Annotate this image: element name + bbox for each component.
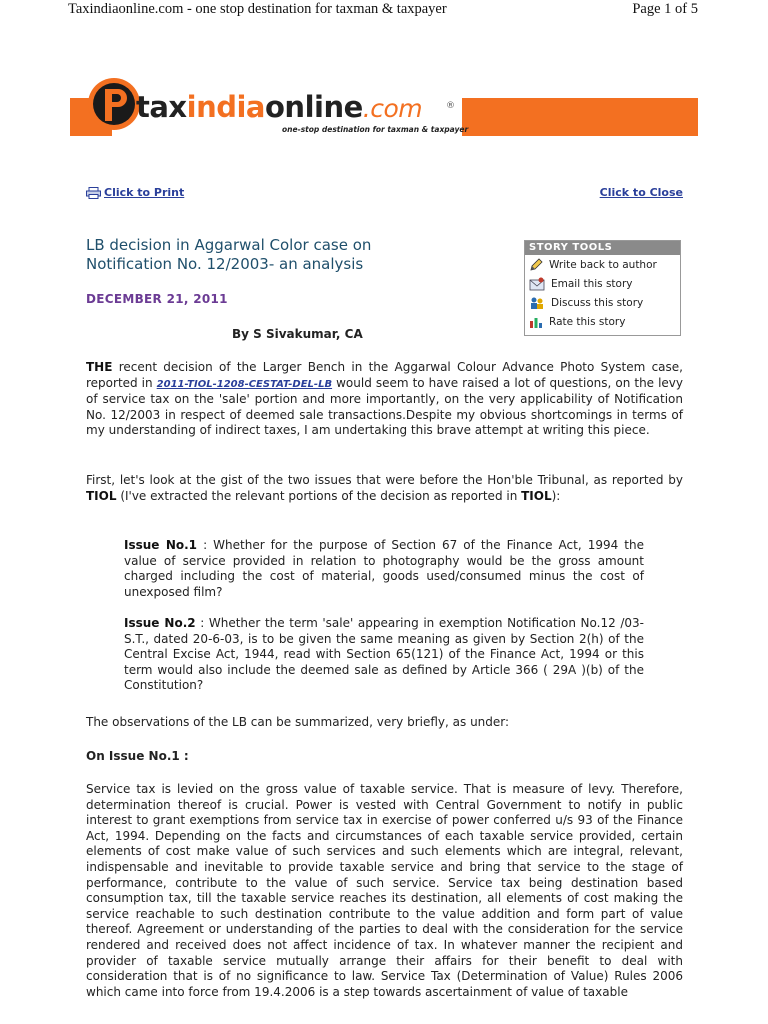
paragraph-observations: The observations of the LB can be summarized, very briefly, as under: bbox=[86, 715, 510, 729]
paragraph-gist-text-c: ): bbox=[551, 488, 561, 503]
write-back-label: Write back to author bbox=[549, 258, 657, 271]
story-tools-box bbox=[524, 240, 681, 336]
paragraph-intro-text-b: would seem to have raised a lot of questions, on the levy of service tax on the 'sale' portion and more importantly, on the very applicability of Notification No. 12/2003 in respect of deemed sale transactions.Despite my obvious shortcomings in terms of my understanding of indirect taxes, I am undertaking this brave attempt at writing this piece. bbox=[86, 375, 684, 438]
paragraph-gist-text-b: (I've extracted the relevant portions of the decision as reported in bbox=[116, 488, 522, 503]
issue-1-text: : Whether for the purpose of Section 67 of the Finance Act, 1994 the value of service provided in relation to photography would be the gross amount charged including the cost of material, goods used/consumed minus the cost of unexposed film? bbox=[124, 538, 644, 599]
paragraph-intro bbox=[86, 360, 683, 439]
printer-icon bbox=[86, 187, 101, 199]
article-byline: By S Sivakumar, CA bbox=[232, 327, 363, 341]
print-header bbox=[0, 0, 768, 22]
logo-tagline: one-stop destination for taxman & taxpayer bbox=[282, 125, 469, 134]
write-back-to-author[interactable] bbox=[525, 255, 680, 274]
envelope-icon bbox=[529, 277, 545, 291]
logo-com: .com bbox=[362, 94, 423, 123]
issue-1-label: Issue No.1 bbox=[124, 538, 198, 552]
paragraph-analysis: Service tax is levied on the gross value of taxable service. That is measure of levy. Therefore, determination thereof is crucial. Power is vested with Central Government to notify in public interest to grant exemptions from service tax in exercise of power conferred u/s 93 of the Finance Act, 1994. Depending on the facts and circumstances of each taxable service provided, certain elements of cost make value of such services and such elements which are integral, relevant, indispensable and inevitable to provide taxable service and bring that service to the stage of performance, contribute to the value of such service. Service tax being destination based consumption tax, till the taxable service reaches its destination, all elements of cost making the service reachable to such destination contribute to the value addition and form part of value thereof. Agreement or understanding of the parties to deal with the consideration for the service rendered and received does not affect incidence of tax. In whatever manner the recipient and provider of taxable service mutually arrange their affairs for their benefit to deal with consideration that is of no significance to law. Service Tax (Determination of Value) Rules 2006 which came into force from 19.4.2006 is a step towards ascertainment of value of taxable bbox=[86, 782, 683, 999]
on-issue-1-heading: On Issue No.1 : bbox=[86, 749, 189, 763]
discuss-icon bbox=[529, 296, 545, 310]
registered-mark: ® bbox=[446, 101, 455, 111]
site-logo[interactable] bbox=[70, 76, 698, 140]
rate-this-story[interactable] bbox=[525, 312, 680, 331]
issue-2-text: : Whether the term 'sale' appearing in exemption Notification No.12 /03-S.T., dated 20-6-03, is to be given the same meaning as given by Section 2(h) of the Central Excise Act, 1944, read with Section 65(121) of the Finance Act, 1994 or this term would also include the deemed sale as defined by Article 366 ( 29A )(b) of the Constitution? bbox=[124, 616, 644, 693]
logo-online: online bbox=[265, 90, 363, 124]
story-tools-header: STORY TOOLS bbox=[525, 241, 680, 255]
bar-chart-icon bbox=[529, 315, 543, 329]
paragraph-intro-text-a: recent decision of the Larger Bench in the Aggarwal Colour Advance Photo System case, reported in bbox=[86, 360, 683, 390]
issue-2-label: Issue No.2 bbox=[124, 616, 196, 630]
discuss-story-label: Discuss this story bbox=[551, 296, 644, 309]
article-date: DECEMBER 21, 2011 bbox=[86, 292, 228, 306]
site-line: Taxindiaonline.com - one stop destination for taxman & taxpayer bbox=[68, 1, 447, 17]
click-to-print-link[interactable] bbox=[86, 186, 184, 199]
paragraph-lead: THE bbox=[86, 360, 113, 374]
email-this-story[interactable] bbox=[525, 274, 680, 293]
issue-1 bbox=[124, 538, 644, 600]
logo-wordmark bbox=[136, 90, 422, 124]
page-number: Page 1 of 5 bbox=[632, 1, 698, 17]
logo-p-icon bbox=[86, 76, 142, 132]
click-to-close-link[interactable]: Click to Close bbox=[599, 186, 683, 199]
pencil-icon bbox=[529, 258, 543, 272]
email-story-label: Email this story bbox=[551, 277, 633, 290]
paragraph-gist-text-a: First, let's look at the gist of the two issues that were before the Hon'ble Tribunal, as reported by bbox=[86, 473, 683, 487]
tiol-ref-2: TIOL bbox=[521, 488, 552, 503]
click-to-print-label: Click to Print bbox=[104, 186, 185, 199]
issue-2 bbox=[124, 616, 644, 694]
citation-link[interactable]: 2011-TIOL-1208-CESTAT-DEL-LB bbox=[156, 378, 333, 390]
rate-story-label: Rate this story bbox=[549, 315, 626, 328]
paragraph-gist bbox=[86, 473, 683, 504]
logo-india: india bbox=[186, 90, 265, 124]
article-title: LB decision in Aggarwal Color case on Notification No. 12/2003- an analysis bbox=[86, 236, 372, 273]
logo-tax: tax bbox=[136, 90, 187, 124]
discuss-this-story[interactable] bbox=[525, 293, 680, 312]
tiol-ref-1: TIOL bbox=[86, 488, 117, 503]
